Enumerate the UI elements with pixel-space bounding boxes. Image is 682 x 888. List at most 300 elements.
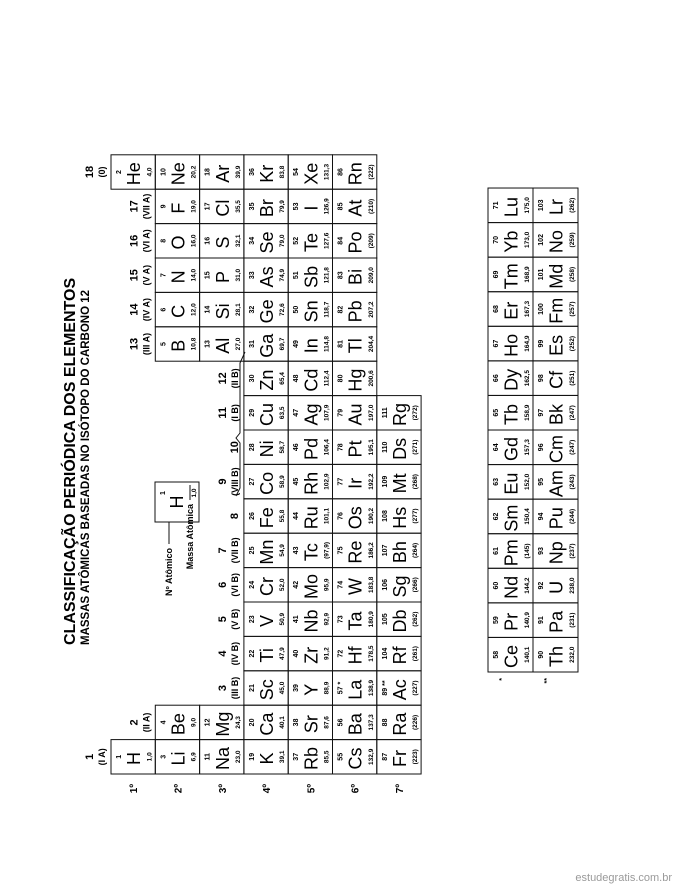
- element-symbol: Y: [301, 683, 322, 696]
- element-symbol: Rh: [301, 471, 322, 495]
- atomic-number: 90: [538, 650, 545, 659]
- element-nb: [288, 602, 332, 636]
- atomic-mass: 126,9: [323, 198, 331, 215]
- element-ta: [333, 602, 377, 636]
- element-symbol: W: [345, 578, 366, 596]
- group-number: 13: [128, 337, 141, 351]
- atomic-mass: 131,3: [323, 163, 331, 181]
- element-symbol: Ra: [390, 712, 411, 736]
- atomic-number: 52: [293, 236, 301, 245]
- element-si: [200, 292, 244, 326]
- element-li: [155, 740, 199, 774]
- element-symbol: V: [257, 614, 278, 627]
- atomic-mass: (223): [412, 749, 420, 765]
- atomic-number: 64: [493, 443, 500, 452]
- element-symbol: Pm: [501, 539, 522, 567]
- atomic-number: 62: [493, 512, 500, 521]
- element-pr: [488, 603, 533, 638]
- element-bh: [377, 533, 421, 567]
- atomic-number: 23: [248, 615, 256, 624]
- element-hf: [333, 636, 377, 670]
- atomic-mass: 50,9: [279, 612, 287, 626]
- atomic-mass: 23,0: [234, 750, 242, 764]
- element-v: [244, 602, 288, 636]
- element-symbol: Db: [390, 609, 411, 633]
- atomic-mass: 106,4: [323, 439, 331, 456]
- element-symbol: S: [212, 236, 233, 249]
- element-b: [155, 327, 199, 361]
- atomic-mass: 24,3: [234, 716, 242, 729]
- atomic-number: 1: [116, 754, 123, 759]
- atomic-number: 80: [337, 374, 345, 383]
- atomic-number: 51: [293, 271, 301, 280]
- atomic-number: 97: [538, 408, 545, 417]
- atomic-number: 89 **: [381, 680, 389, 696]
- element-symbol: Eu: [501, 472, 522, 495]
- element-dy: [488, 361, 533, 396]
- atomic-mass: 19,0: [190, 200, 198, 213]
- element-sc: [244, 671, 288, 705]
- atomic-mass: 83,8: [279, 165, 287, 179]
- element-s: [200, 224, 244, 258]
- atomic-mass: (251): [569, 370, 576, 386]
- group-subtitle: (IV B): [229, 641, 240, 666]
- atomic-number: 11: [204, 753, 212, 761]
- atomic-mass: 137,3: [367, 714, 375, 731]
- group-number: 18: [84, 165, 96, 179]
- group-subtitle: (IV A): [141, 298, 152, 322]
- group-header-14: [128, 298, 151, 321]
- group-header-17: [128, 194, 151, 220]
- element-symbol: Ce: [501, 644, 522, 668]
- element-symbol: C: [168, 304, 189, 318]
- element-symbol: Rn: [345, 162, 366, 186]
- atomic-mass: 200,6: [367, 370, 375, 387]
- atomic-mass: 28,1: [234, 303, 242, 316]
- group-header-8: [229, 513, 241, 519]
- atomic-number: 69: [493, 270, 500, 279]
- element-symbol: Ag: [301, 403, 322, 426]
- page-title: CLASSIFICAÇÃO PERIÓDICA DOS ELEMENTOS: [62, 277, 79, 645]
- element-symbol: Te: [301, 233, 322, 253]
- element-th: [533, 637, 578, 672]
- element-cs: [333, 740, 377, 774]
- atomic-number: 108: [381, 510, 389, 522]
- element-kr: [244, 155, 288, 189]
- element-ag: [288, 396, 332, 430]
- atomic-number: 20: [248, 718, 256, 727]
- element-p: [200, 258, 244, 292]
- group-header-1: [84, 748, 107, 765]
- group-number: 9: [216, 478, 229, 485]
- atomic-number: 98: [538, 374, 545, 383]
- atomic-number: 91: [538, 616, 545, 625]
- element-es: [533, 326, 578, 361]
- atomic-number: 4: [160, 720, 168, 725]
- atomic-number: 35: [248, 202, 256, 211]
- atomic-mass: (209): [367, 233, 375, 249]
- atomic-number: 17: [204, 202, 212, 211]
- element-symbol: Sg: [390, 575, 411, 598]
- atomic-number: 31: [248, 340, 256, 348]
- atomic-number: 38: [293, 718, 301, 727]
- atomic-mass: 152,0: [524, 473, 531, 491]
- atomic-number: 18: [204, 168, 212, 176]
- atomic-mass: 35,5: [234, 200, 242, 213]
- element-ru: [288, 499, 332, 533]
- element-lu: [488, 188, 533, 223]
- atomic-number: 109: [381, 475, 389, 488]
- atomic-mass: 95,9: [323, 578, 331, 592]
- element-symbol: Ta: [345, 611, 366, 631]
- atomic-number: 67: [493, 339, 500, 348]
- element-cr: [244, 568, 288, 602]
- atomic-mass: 140,1: [524, 646, 531, 663]
- atomic-mass: 58,9: [279, 475, 287, 488]
- period-label-1: 1º: [129, 784, 141, 794]
- atomic-mass: (222): [367, 164, 375, 180]
- element-symbol: Ba: [345, 713, 366, 736]
- atomic-mass: 6,9: [190, 752, 198, 762]
- atomic-number: 53: [293, 202, 301, 211]
- element-symbol: Fm: [546, 297, 567, 324]
- atomic-mass: 112,4: [323, 370, 331, 387]
- atomic-mass: 167,3: [524, 300, 531, 318]
- atomic-mass: (268): [412, 474, 420, 490]
- element-ge: [244, 292, 288, 326]
- element-np: [533, 534, 578, 569]
- atomic-mass: 232,0: [569, 646, 576, 663]
- atomic-number: 100: [538, 303, 545, 315]
- element-eu: [488, 465, 533, 500]
- atomic-number: 49: [293, 340, 301, 348]
- atomic-number: 5: [160, 342, 168, 346]
- element-sr: [288, 705, 332, 739]
- element-symbol: Ac: [390, 679, 411, 701]
- element-symbol: Sb: [301, 265, 322, 288]
- atomic-number: 33: [248, 271, 256, 280]
- rotated-content: [59, 155, 578, 793]
- group-subtitle: (II A): [141, 712, 152, 733]
- atomic-mass: 101,1: [323, 507, 331, 525]
- element-symbol: Ni: [257, 440, 278, 458]
- atomic-number: 87: [381, 752, 389, 761]
- group-subtitle: (VI A): [141, 229, 152, 253]
- element-symbol: Lu: [501, 197, 522, 218]
- element-symbol: Po: [345, 231, 366, 254]
- atomic-mass: 107,9: [323, 404, 331, 421]
- element-au: [333, 396, 377, 430]
- atomic-number: 57 *: [337, 681, 345, 695]
- group-subtitle: (V A): [141, 264, 152, 286]
- atomic-number: 24: [248, 580, 256, 589]
- period-label-6: 6º: [350, 784, 362, 794]
- atomic-mass: 209,0: [367, 267, 375, 284]
- element-symbol: Tb: [501, 403, 522, 425]
- element-rh: [288, 464, 332, 498]
- element-fm: [533, 292, 578, 327]
- atomic-number: 75: [337, 546, 345, 555]
- group-number: 5: [216, 616, 229, 623]
- element-symbol: P: [212, 270, 233, 283]
- element-nd: [488, 568, 533, 603]
- atomic-mass: 39,9: [234, 165, 242, 179]
- element-symbol: Cl: [212, 199, 233, 217]
- element-zn: [244, 361, 288, 395]
- atomic-mass: 54,9: [279, 544, 287, 557]
- element-symbol: Bh: [390, 541, 411, 564]
- atomic-mass: 58,7: [279, 440, 287, 454]
- element-symbol: Pb: [345, 300, 366, 323]
- atomic-number: 107: [381, 544, 389, 557]
- atomic-number: 19: [248, 752, 256, 761]
- atomic-mass: (247): [569, 439, 576, 455]
- element-symbol: F: [168, 202, 189, 214]
- atomic-mass: 79,0: [279, 234, 287, 248]
- atomic-number: 104: [381, 647, 389, 660]
- element-symbol: Os: [345, 506, 366, 530]
- atomic-number: 110: [381, 441, 389, 453]
- atomic-mass: (259): [569, 232, 576, 248]
- atomic-number: 26: [248, 512, 256, 520]
- atomic-number: 34: [248, 236, 256, 245]
- element-symbol: Pt: [345, 440, 366, 458]
- atomic-mass: (271): [412, 439, 420, 455]
- element-h: [111, 740, 155, 774]
- group-number: 7: [216, 547, 229, 554]
- element-symbol: Ir: [345, 477, 366, 489]
- atomic-mass: 197,0: [367, 404, 375, 421]
- actinide-marker: **: [544, 678, 551, 684]
- element-symbol: O: [168, 235, 189, 250]
- element-re: [333, 533, 377, 567]
- atomic-mass: 9,0: [190, 717, 198, 727]
- group-number: 1: [84, 753, 96, 760]
- group-headers: [84, 166, 241, 766]
- element-symbol: B: [168, 339, 189, 352]
- group-header-9: [217, 467, 240, 496]
- element-c: [155, 292, 199, 326]
- atomic-mass: (226): [412, 714, 420, 730]
- element-symbol: Pu: [546, 507, 567, 530]
- element-symbol: Ne: [168, 162, 189, 186]
- element-symbol: K: [257, 752, 278, 765]
- element-ga: [244, 327, 288, 361]
- element-symbol: Rb: [301, 747, 322, 771]
- atomic-mass: (244): [569, 508, 576, 525]
- atomic-number: 8: [160, 238, 168, 243]
- atomic-mass: (258): [569, 266, 576, 283]
- atomic-number: 37: [293, 752, 301, 761]
- atomic-number: 86: [337, 168, 345, 176]
- atomic-mass: 65,4: [279, 372, 287, 385]
- atomic-number: 102: [538, 234, 545, 246]
- element-md: [533, 257, 578, 292]
- group-subtitle: (II B): [229, 368, 240, 389]
- element-symbol: Pr: [501, 612, 522, 631]
- atomic-number: 12: [204, 718, 212, 727]
- element-symbol: In: [301, 338, 322, 354]
- group-subtitle: (III B): [229, 676, 240, 700]
- element-br: [244, 189, 288, 223]
- group-number: 11: [216, 406, 229, 419]
- element-symbol: Fr: [390, 750, 411, 768]
- element-symbol: Ge: [257, 299, 278, 324]
- element-os: [333, 499, 377, 533]
- atomic-number: 92: [538, 581, 545, 590]
- element-ho: [488, 326, 533, 361]
- atomic-number: 82: [337, 305, 345, 314]
- atomic-number: 16: [204, 236, 212, 245]
- element-sg: [377, 568, 421, 602]
- element-pm: [488, 534, 533, 569]
- group-header-3: [217, 677, 240, 700]
- group-number: 4: [216, 650, 229, 657]
- element-symbol: Bk: [546, 403, 567, 425]
- atomic-number-label: Nº Atômico: [164, 548, 174, 596]
- atomic-mass: (257): [569, 301, 576, 317]
- atomic-number: 59: [493, 616, 500, 625]
- atomic-number: 9: [160, 204, 168, 209]
- atomic-mass: 87,6: [323, 716, 331, 729]
- element-rb: [288, 740, 332, 774]
- period-label-5: 5º: [306, 784, 318, 794]
- atomic-mass: 79,9: [279, 200, 287, 213]
- atomic-mass: 27,0: [234, 337, 242, 351]
- atomic-mass: 186,2: [367, 542, 375, 559]
- element-symbol: H: [124, 752, 145, 766]
- atomic-mass: 207,2: [367, 301, 375, 318]
- element-ce: [488, 637, 533, 672]
- element-tb: [488, 395, 533, 430]
- element-symbol: Er: [501, 301, 522, 320]
- element-symbol: Sr: [301, 715, 322, 734]
- element-sn: [288, 292, 332, 326]
- atomic-number: 85: [337, 202, 345, 211]
- element-k: [244, 740, 288, 774]
- element-symbol: Cm: [546, 435, 567, 464]
- element-mo: [288, 568, 332, 602]
- page-subtitle: MASSAS ATÔMICAS BASEADAS NO ISÓTOPO DO CARBONO 12: [80, 289, 92, 645]
- element-w: [333, 568, 377, 602]
- atomic-mass: 132,9: [367, 748, 375, 765]
- element-symbol: Br: [257, 199, 278, 218]
- atomic-mass: 4,0: [146, 167, 154, 177]
- atomic-number: 60: [493, 581, 500, 590]
- element-pd: [288, 430, 332, 464]
- element-ti: [244, 636, 288, 670]
- atomic-mass: 183,8: [367, 576, 375, 593]
- group-subtitle: (0): [97, 166, 107, 178]
- element-symbol: Mt: [390, 473, 411, 494]
- element-y: [288, 671, 332, 705]
- element-u: [533, 568, 578, 603]
- key-sample-mass: 1,0: [191, 488, 198, 498]
- atomic-number: 42: [293, 580, 301, 589]
- element-symbol: Ho: [501, 333, 522, 357]
- element-as: [244, 258, 288, 292]
- atomic-number: 95: [538, 477, 545, 486]
- atomic-number: 81: [337, 340, 345, 348]
- group-subtitle: (VII A): [141, 193, 152, 220]
- group-number: 10: [228, 441, 241, 454]
- atomic-mass: 118,7: [323, 301, 331, 318]
- atomic-mass: (243): [569, 474, 576, 490]
- element-pu: [533, 499, 578, 534]
- atomic-mass: 10,8: [190, 337, 198, 351]
- element-symbol: Al: [212, 337, 233, 354]
- atomic-mass: 39,1: [279, 750, 287, 764]
- atomic-mass: (237): [569, 543, 576, 559]
- atomic-mass: 88,9: [323, 681, 331, 695]
- element-symbol: No: [546, 230, 567, 254]
- element-se: [244, 224, 288, 258]
- atomic-number: 71: [493, 201, 500, 210]
- element-i: [288, 189, 332, 223]
- group-header-2: [128, 713, 151, 733]
- atomic-number: 6: [160, 307, 168, 312]
- element-symbol: Ru: [301, 506, 322, 530]
- f-block-table: [488, 188, 578, 683]
- group-number: 6: [216, 581, 229, 588]
- element-sm: [488, 499, 533, 534]
- element-mg: [200, 705, 244, 739]
- element-hg: [333, 361, 377, 395]
- element-n: [155, 258, 199, 292]
- atomic-mass: 150,4: [524, 508, 531, 525]
- atomic-mass: 40,1: [279, 716, 287, 729]
- element-symbol: He: [124, 162, 145, 186]
- element-symbol: La: [345, 679, 366, 700]
- element-symbol: At: [345, 199, 366, 217]
- atomic-mass: (266): [412, 577, 420, 593]
- atomic-number: 70: [493, 235, 500, 244]
- element-symbol: Li: [168, 751, 189, 766]
- element-symbol: Be: [168, 713, 189, 736]
- element-symbol: Bi: [345, 268, 366, 285]
- element-lr: [533, 188, 578, 223]
- group-subtitle: (VII B): [229, 537, 240, 564]
- element-mt: [377, 464, 421, 498]
- element-symbol: Th: [546, 645, 567, 667]
- atomic-number: 28: [248, 443, 256, 452]
- atomic-number: 22: [248, 649, 256, 658]
- element-symbol: Nd: [501, 575, 522, 599]
- atomic-mass: 12,0: [190, 303, 198, 316]
- atomic-number: 29: [248, 408, 256, 417]
- group-subtitle: (I B): [229, 404, 240, 422]
- atomic-mass: 180,9: [367, 611, 375, 628]
- atomic-number: 46: [293, 443, 301, 452]
- atomic-mass: 47,9: [279, 647, 287, 660]
- element-symbol: Nb: [301, 609, 322, 633]
- element-symbol: Mg: [212, 711, 233, 737]
- element-mn: [244, 533, 288, 567]
- element-ne: [155, 155, 199, 189]
- element-he: [111, 155, 155, 189]
- atomic-number: 103: [538, 199, 545, 212]
- element-symbol: Ca: [257, 712, 278, 736]
- atomic-mass: 144,2: [524, 577, 531, 594]
- atomic-mass: 127,6: [323, 232, 331, 249]
- element-symbol: Ds: [390, 437, 411, 460]
- element-symbol: Cu: [257, 403, 278, 427]
- atomic-mass: 175,0: [524, 197, 531, 214]
- element-symbol: Ti: [257, 648, 278, 663]
- group-subtitle: (VIII B): [229, 467, 240, 496]
- atomic-number: 25: [248, 546, 256, 555]
- atomic-number: 32: [248, 305, 256, 314]
